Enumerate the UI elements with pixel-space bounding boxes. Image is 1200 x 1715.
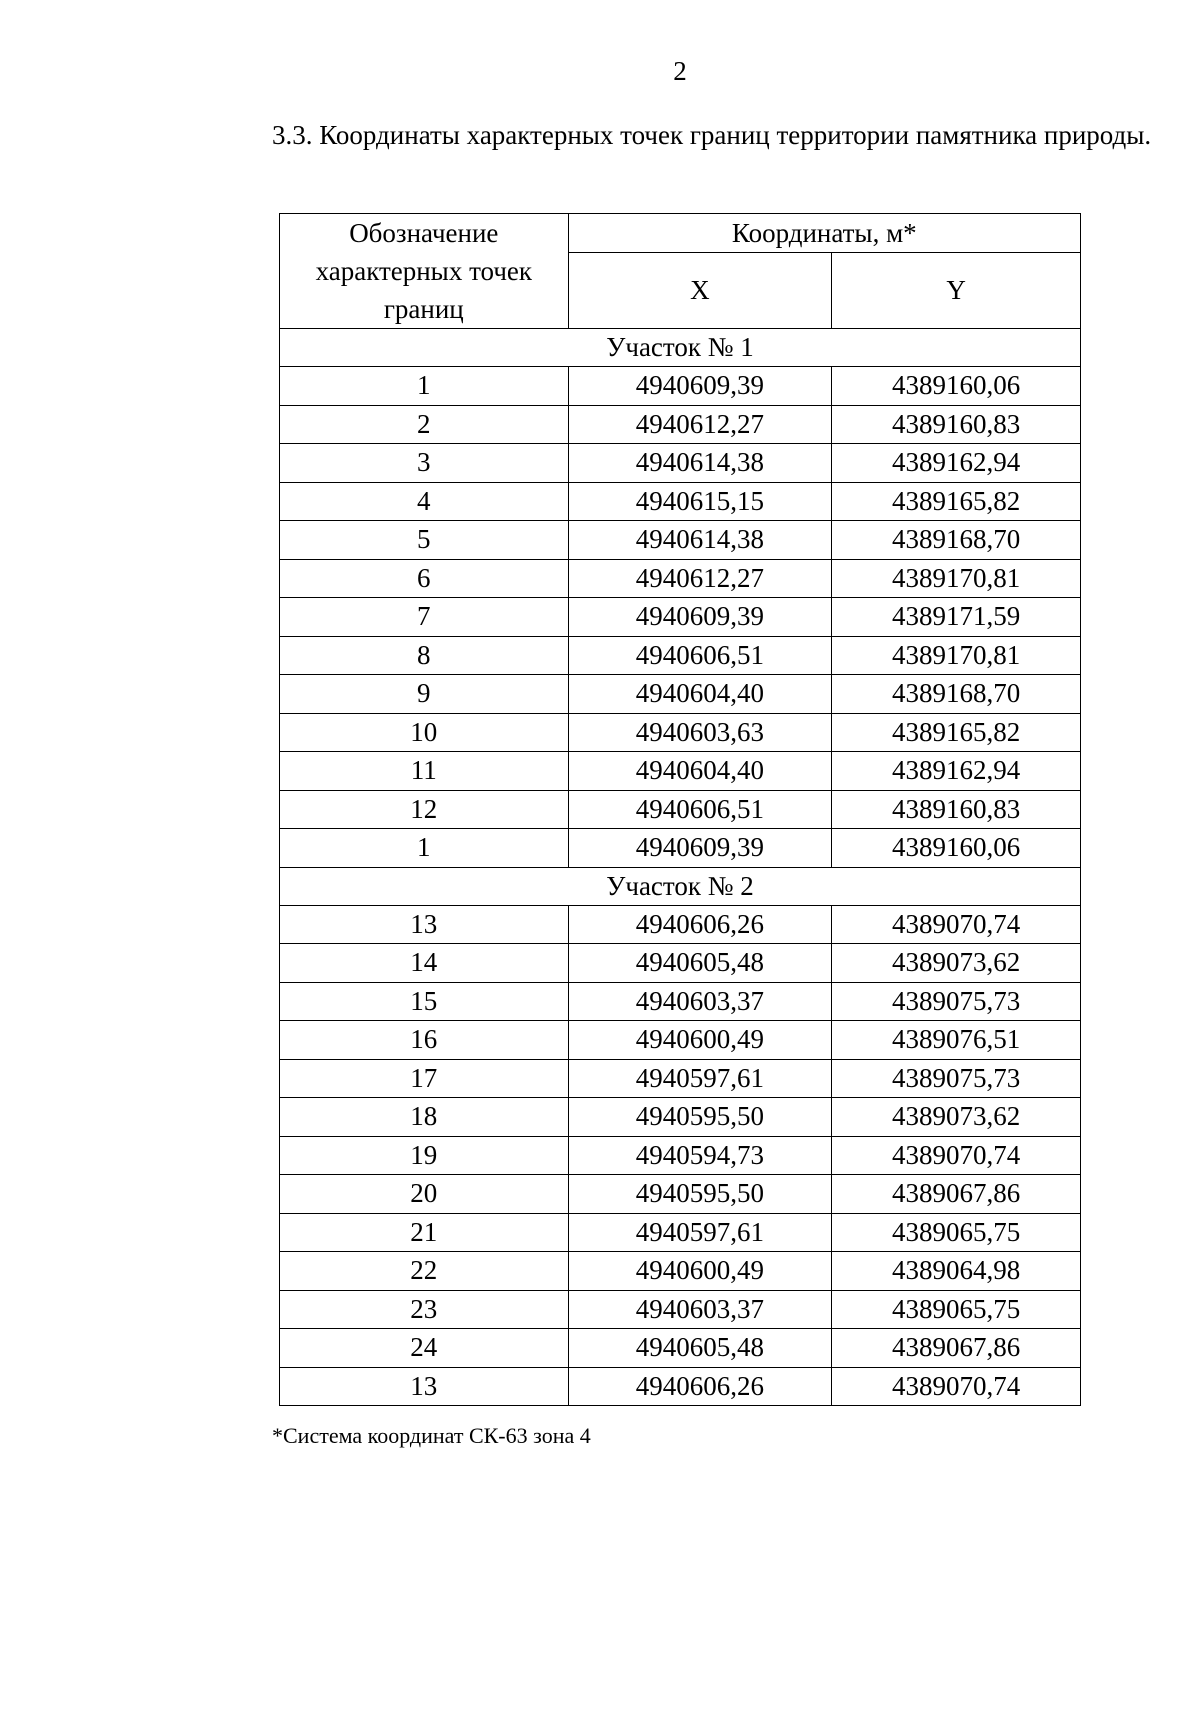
table-row <box>280 1367 1081 1406</box>
point-number-cell: 18 <box>280 1098 569 1137</box>
x-coordinate-cell: 4940609,39 <box>568 598 832 637</box>
x-coordinate-cell: 4940604,40 <box>568 675 832 714</box>
y-coordinate-cell: 4389075,73 <box>832 982 1081 1021</box>
x-coordinate-cell: 4940609,39 <box>568 829 832 868</box>
y-coordinate-cell: 4389070,74 <box>832 1367 1081 1406</box>
table-row <box>280 752 1081 791</box>
point-number-cell: 16 <box>280 1021 569 1060</box>
table-row <box>280 1252 1081 1291</box>
point-number-cell: 21 <box>280 1213 569 1252</box>
point-number-cell: 1 <box>280 367 569 406</box>
x-coordinate-cell: 4940597,61 <box>568 1213 832 1252</box>
table-row <box>280 944 1081 983</box>
table-row <box>280 444 1081 483</box>
y-coordinate-cell: 4389067,86 <box>832 1175 1081 1214</box>
point-number-cell: 10 <box>280 713 569 752</box>
y-coordinate-cell: 4389162,94 <box>832 444 1081 483</box>
table-row <box>280 982 1081 1021</box>
y-coordinate-cell: 4389160,83 <box>832 790 1081 829</box>
header-x: X <box>568 253 832 329</box>
x-coordinate-cell: 4940609,39 <box>568 367 832 406</box>
point-number-cell: 12 <box>280 790 569 829</box>
point-number-cell: 13 <box>280 905 569 944</box>
y-coordinate-cell: 4389171,59 <box>832 598 1081 637</box>
point-number-cell: 4 <box>280 482 569 521</box>
x-coordinate-cell: 4940600,49 <box>568 1021 832 1060</box>
x-coordinate-cell: 4940605,48 <box>568 944 832 983</box>
x-coordinate-cell: 4940603,63 <box>568 713 832 752</box>
coordinates-table <box>279 213 1081 1406</box>
y-coordinate-cell: 4389165,82 <box>832 482 1081 521</box>
y-coordinate-cell: 4389070,74 <box>832 905 1081 944</box>
header-coordinates: Координаты, м* <box>568 214 1080 253</box>
x-coordinate-cell: 4940612,27 <box>568 559 832 598</box>
x-coordinate-cell: 4940615,15 <box>568 482 832 521</box>
x-coordinate-cell: 4940597,61 <box>568 1059 832 1098</box>
x-coordinate-cell: 4940595,50 <box>568 1098 832 1137</box>
section-title: Участок № 1 <box>280 329 1081 367</box>
point-number-cell: 23 <box>280 1290 569 1329</box>
y-coordinate-cell: 4389165,82 <box>832 713 1081 752</box>
y-coordinate-cell: 4389160,83 <box>832 405 1081 444</box>
y-coordinate-cell: 4389073,62 <box>832 944 1081 983</box>
x-coordinate-cell: 4940603,37 <box>568 982 832 1021</box>
point-number-cell: 9 <box>280 675 569 714</box>
y-coordinate-cell: 4389070,74 <box>832 1136 1081 1175</box>
section-row <box>280 329 1081 367</box>
table-row <box>280 675 1081 714</box>
x-coordinate-cell: 4940606,51 <box>568 790 832 829</box>
y-coordinate-cell: 4389075,73 <box>832 1059 1081 1098</box>
y-coordinate-cell: 4389168,70 <box>832 675 1081 714</box>
point-number-cell: 20 <box>280 1175 569 1214</box>
y-coordinate-cell: 4389162,94 <box>832 752 1081 791</box>
y-coordinate-cell: 4389170,81 <box>832 636 1081 675</box>
x-coordinate-cell: 4940600,49 <box>568 1252 832 1291</box>
point-number-cell: 14 <box>280 944 569 983</box>
y-coordinate-cell: 4389076,51 <box>832 1021 1081 1060</box>
page-number: 2 <box>673 56 687 86</box>
table-row <box>280 482 1081 521</box>
x-coordinate-cell: 4940606,51 <box>568 636 832 675</box>
x-coordinate-cell: 4940606,26 <box>568 905 832 944</box>
header-point-label: Обозначение характерных точек границ <box>280 214 569 329</box>
table-row <box>280 829 1081 868</box>
point-number-cell: 5 <box>280 521 569 560</box>
point-number-cell: 6 <box>280 559 569 598</box>
table-row <box>280 1136 1081 1175</box>
table-row <box>280 1098 1081 1137</box>
x-coordinate-cell: 4940614,38 <box>568 444 832 483</box>
x-coordinate-cell: 4940604,40 <box>568 752 832 791</box>
table-body <box>280 329 1081 1406</box>
y-coordinate-cell: 4389067,86 <box>832 1329 1081 1368</box>
point-number-cell: 24 <box>280 1329 569 1368</box>
x-coordinate-cell: 4940606,26 <box>568 1367 832 1406</box>
point-number-cell: 19 <box>280 1136 569 1175</box>
table-row <box>280 1175 1081 1214</box>
x-coordinate-cell: 4940603,37 <box>568 1290 832 1329</box>
y-coordinate-cell: 4389065,75 <box>832 1290 1081 1329</box>
table-row <box>280 405 1081 444</box>
table-row <box>280 713 1081 752</box>
point-number-cell: 11 <box>280 752 569 791</box>
table-row <box>280 905 1081 944</box>
table-row <box>280 636 1081 675</box>
y-coordinate-cell: 4389073,62 <box>832 1098 1081 1137</box>
table-row <box>280 790 1081 829</box>
table-row <box>280 367 1081 406</box>
section-title: Участок № 2 <box>280 867 1081 905</box>
point-number-cell: 1 <box>280 829 569 868</box>
footnote: *Система координат СК-63 зона 4 <box>272 1423 591 1448</box>
point-number-cell: 17 <box>280 1059 569 1098</box>
point-number-cell: 2 <box>280 405 569 444</box>
table-row <box>280 1059 1081 1098</box>
table-row <box>280 1329 1081 1368</box>
y-coordinate-cell: 4389064,98 <box>832 1252 1081 1291</box>
y-coordinate-cell: 4389168,70 <box>832 521 1081 560</box>
table-row <box>280 559 1081 598</box>
table-row <box>280 521 1081 560</box>
point-number-cell: 13 <box>280 1367 569 1406</box>
section-number: 3.3. <box>272 120 313 150</box>
x-coordinate-cell: 4940594,73 <box>568 1136 832 1175</box>
table-row <box>280 1021 1081 1060</box>
table-row <box>280 598 1081 637</box>
x-coordinate-cell: 4940614,38 <box>568 521 832 560</box>
point-number-cell: 15 <box>280 982 569 1021</box>
header-y: Y <box>832 253 1081 329</box>
y-coordinate-cell: 4389170,81 <box>832 559 1081 598</box>
point-number-cell: 7 <box>280 598 569 637</box>
x-coordinate-cell: 4940605,48 <box>568 1329 832 1368</box>
point-number-cell: 8 <box>280 636 569 675</box>
x-coordinate-cell: 4940612,27 <box>568 405 832 444</box>
point-number-cell: 22 <box>280 1252 569 1291</box>
y-coordinate-cell: 4389160,06 <box>832 829 1081 868</box>
section-row <box>280 867 1081 905</box>
x-coordinate-cell: 4940595,50 <box>568 1175 832 1214</box>
y-coordinate-cell: 4389160,06 <box>832 367 1081 406</box>
table-row <box>280 1290 1081 1329</box>
point-number-cell: 3 <box>280 444 569 483</box>
section-heading-text: Координаты характерных точек границ территории памятника природы. <box>319 120 1152 150</box>
y-coordinate-cell: 4389065,75 <box>832 1213 1081 1252</box>
section-heading <box>200 117 1160 153</box>
table-row <box>280 1213 1081 1252</box>
